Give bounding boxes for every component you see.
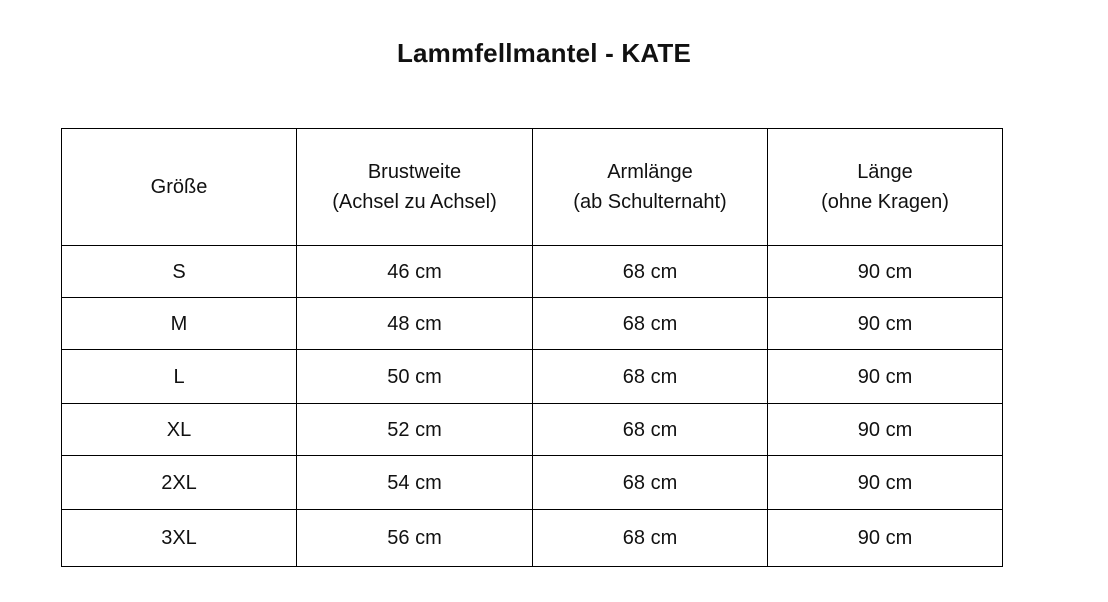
- cell-sleeve-length: 68 cm: [533, 404, 768, 456]
- cell-length: 90 cm: [768, 510, 1003, 567]
- cell-chest-width: 52 cm: [297, 404, 533, 456]
- cell-size: S: [62, 246, 297, 298]
- header-size-label: Größe: [150, 176, 208, 198]
- cell-length: 90 cm: [768, 298, 1003, 350]
- cell-size: 3XL: [62, 510, 297, 567]
- header-length-note: (ohne Kragen): [821, 191, 949, 213]
- header-length: [768, 129, 1003, 246]
- table-row: [62, 350, 1003, 404]
- cell-sleeve-length: 68 cm: [533, 246, 768, 298]
- header-chest-width: [297, 129, 533, 246]
- cell-length: 90 cm: [768, 350, 1003, 404]
- table-row: [62, 246, 1003, 298]
- header-length-label: Länge: [857, 161, 913, 183]
- cell-sleeve-length: 68 cm: [533, 510, 768, 567]
- cell-length: 90 cm: [768, 456, 1003, 510]
- header-size: [62, 129, 297, 246]
- cell-sleeve-length: 68 cm: [533, 456, 768, 510]
- cell-length: 90 cm: [768, 246, 1003, 298]
- cell-sleeve-length: 68 cm: [533, 298, 768, 350]
- header-chest-width-note: (Achsel zu Achsel): [332, 191, 497, 213]
- cell-chest-width: 54 cm: [297, 456, 533, 510]
- header-sleeve-length-note: (ab Schulternaht): [573, 191, 727, 213]
- page-title: Lammfellmantel - KATE: [396, 38, 692, 68]
- cell-chest-width: 50 cm: [297, 350, 533, 404]
- table-row: [62, 298, 1003, 350]
- header-sleeve-length: [533, 129, 768, 246]
- header-chest-width-label: Brustweite: [367, 161, 462, 183]
- cell-size: M: [62, 298, 297, 350]
- table-row: [62, 404, 1003, 456]
- cell-size: XL: [62, 404, 297, 456]
- cell-size: 2XL: [62, 456, 297, 510]
- cell-chest-width: 46 cm: [297, 246, 533, 298]
- table-row: [62, 510, 1003, 567]
- table-header-row: [62, 129, 1003, 246]
- cell-size: L: [62, 350, 297, 404]
- size-table: [61, 128, 1003, 567]
- cell-chest-width: 48 cm: [297, 298, 533, 350]
- table-row: [62, 456, 1003, 510]
- cell-chest-width: 56 cm: [297, 510, 533, 567]
- cell-sleeve-length: 68 cm: [533, 350, 768, 404]
- header-sleeve-length-label: Armlänge: [607, 161, 693, 183]
- cell-length: 90 cm: [768, 404, 1003, 456]
